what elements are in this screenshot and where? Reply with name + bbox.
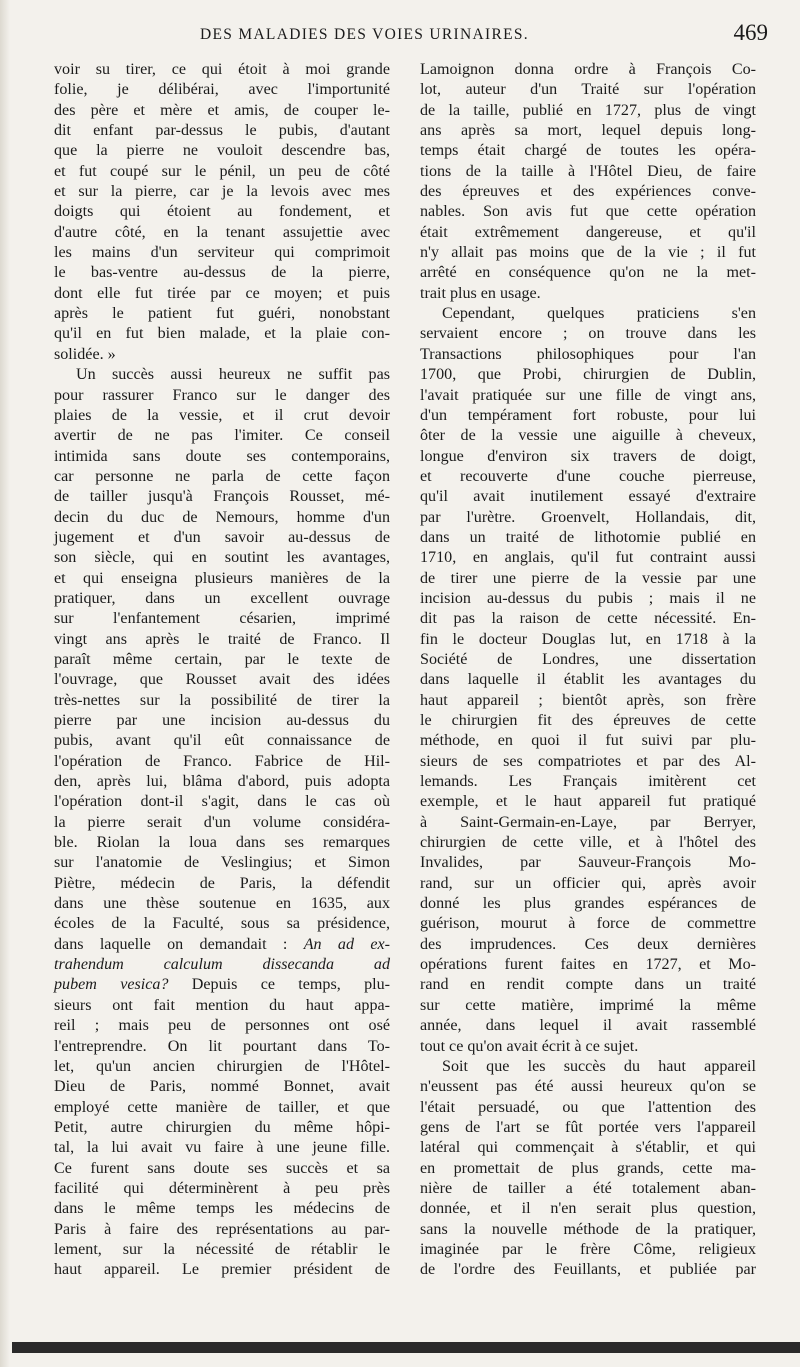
text-line: plaies de la vessie, et il crut devoir (54, 406, 390, 424)
text-line: voir su tirer, ce qui étoit à moi grande (54, 61, 390, 78)
text-line: folie, je délibérai, avec l'importunité (54, 81, 390, 99)
text-line: Ce furent sans doute ses succès et sa (54, 1159, 390, 1177)
text-line: d'autre côté, en la tenant assujettie avec (54, 223, 390, 241)
text-line: Piètre, médecin de Paris, la défendit (54, 874, 390, 892)
text-line: servaient encore ; on trouve dans les (420, 325, 756, 343)
text-line: imaginée par le frère Côme, religieux (420, 1240, 756, 1258)
text-line: l'ouvrage, que Rousset avait des idées (54, 671, 390, 689)
text-line: trait plus en usage. (420, 284, 541, 302)
text-line: l'était persuadé, ou que l'attention des (420, 1098, 756, 1116)
text-line: sur l'anatomie de Veslingius; et Simon (54, 854, 390, 872)
text-line: jugement et d'un savoir au-dessus de (54, 528, 390, 546)
text-line: dit pas la raison de cette nécessité. En- (420, 610, 756, 628)
text-line: rand en rendit compte dans un traité (420, 976, 756, 994)
paragraph (420, 60, 756, 304)
text-line: ans après sa mort, lequel depuis long- (420, 122, 756, 140)
text-line: écoles de la Faculté, sous sa présidence, (54, 915, 390, 933)
text-line: lot, auteur d'un Traité sur l'opération (420, 81, 756, 99)
text-line: sans la nouvelle méthode de la pratiquer, (420, 1220, 756, 1238)
text-line: Un succès aussi heureux ne suffit pas (76, 366, 390, 384)
text-line: guérison, mourut à force de commettre (420, 915, 756, 933)
text-line: le bas-ventre au-dessus de la pierre, (54, 264, 390, 282)
text-line: donné les plus grandes espérances de (420, 895, 756, 913)
text-line: très-nettes sur la possibilité de tirer la (54, 691, 390, 709)
text-line: doigts qui étoient au fondement, et (54, 203, 390, 221)
paragraph (54, 60, 390, 365)
page-bottom-edge (12, 1342, 800, 1353)
page-edge-shadow (0, 0, 10, 1367)
text-line: nière de tailler a été totalement aban- (420, 1179, 756, 1197)
paragraph (420, 304, 756, 1057)
text-line: après le patient fut guéri, nonobstant (54, 305, 390, 323)
text-line: latéral qui commençait à s'établir, et qui (420, 1139, 756, 1157)
text-line: Invalides, par Sauveur-François Mo- (420, 854, 756, 872)
text-line: rand, sur un officier qui, après avoir (420, 874, 756, 892)
text-line: et qui enseigna plusieurs manières de la (54, 569, 390, 587)
text-line: de tailler jusqu'à François Rousset, mé- (54, 488, 390, 506)
text-line: des père et mère et amis, de couper le- (54, 101, 390, 119)
text-line: n'eussent pas été aussi heureux qu'on se (420, 1078, 756, 1096)
text-line: l'avait pratiquée sur une fille de vingt ans, (420, 386, 756, 404)
text-line: donnée, et il n'en serait plus question, (420, 1200, 756, 1218)
text-line: Paris à faire des représentations au par- (54, 1220, 390, 1238)
text-line: lemands. Les Français imitèrent cet (420, 773, 756, 791)
text-line: sieurs ont fait mention du haut appa- (54, 996, 390, 1014)
text-line: l'entreprendre. On lit pourtant dans To- (54, 1037, 390, 1055)
text-line: vingt ans après le traité de Franco. Il (54, 630, 390, 648)
text-line: Dieu de Paris, nommé Bonnet, avait (54, 1078, 390, 1096)
text-line: incision au-dessus du pubis ; mais il ne (420, 589, 756, 607)
text-line: tout ce qu'on avait écrit à ce sujet. (420, 1037, 639, 1055)
text-line: des imprudences. Ces deux dernières (420, 935, 756, 953)
text-line: longue d'environ six travers de doigt, (420, 447, 756, 465)
text-line: méthode, en quoi il fut suivi par plu- (420, 732, 756, 750)
text-line: dans le même temps les médecins de (54, 1200, 390, 1218)
text-line: dans laquelle on demandait : An ad ex- (54, 935, 390, 953)
text-line: son siècle, qui en soutint les avantages, (54, 549, 390, 567)
text-line: les mains d'un serviteur qui comprimoit (54, 244, 390, 262)
text-line: dans laquelle il établit les avantages du (420, 671, 756, 689)
text-line: de l'ordre des Feuillants, et publiée par (420, 1261, 756, 1279)
text-line: pratiquer, dans un excellent ouvrage (54, 589, 390, 607)
text-line: nables. Son avis fut que cette opération (420, 203, 756, 221)
text-line: n'y allait pas moins que de la vie ; il fut (420, 244, 756, 262)
text-line: dit enfant par-dessus le pubis, d'autant (54, 122, 390, 140)
text-line: sur l'enfantement césarien, imprimé (54, 610, 390, 628)
text-line: car personne ne parla de cette façon (54, 467, 390, 485)
text-line: à Saint-Germain-en-Laye, par Berryer, (420, 813, 756, 831)
text-line: exemple, et le haut appareil fut pratiqué (420, 793, 756, 811)
text-line: de tirer une pierre de la vessie par une (420, 569, 756, 587)
text-line: pubis, avant qu'il eût connaissance de (54, 732, 390, 750)
text-line: lement, sur la nécessité de rétablir le (54, 1240, 390, 1258)
text-line: 1710, en anglais, qu'il fut contraint aussi (420, 549, 756, 567)
text-line: en promettait de plus grands, cette ma- (420, 1159, 756, 1177)
text-line: employé cette manière de tailler, et que (54, 1098, 390, 1116)
text-line: ble. Riolan la loua dans ses remarques (54, 834, 390, 852)
text-line: paraît même certain, par le texte de (54, 650, 390, 668)
text-line: tal, la lui avait vu faire à une jeune fille. (54, 1139, 390, 1157)
text-line: la pierre serait d'un volume considéra- (54, 813, 390, 831)
text-line: pubem vesica? Depuis ce temps, plu- (54, 976, 390, 994)
text-line: intimida sans doute ses contemporains, (54, 447, 390, 465)
text-line: d'un tempérament fort robuste, pour lui (420, 406, 756, 424)
text-line: arrêté en conséquence qu'on ne la met- (420, 264, 756, 282)
text-line: année, dans lequel il avait rassemblé (420, 1017, 756, 1035)
left-text-column (54, 60, 390, 1281)
text-line: Soit que les succès du haut appareil (442, 1057, 756, 1075)
text-line: Transactions philosophiques pour l'an (420, 345, 756, 363)
text-line: par l'urètre. Groenvelt, Hollandais, dit, (420, 508, 756, 526)
text-line: et sur la pierre, car je la levois avec mes (54, 183, 390, 201)
text-line: haut appareil. Le premier président de (54, 1261, 390, 1279)
paragraph (54, 365, 390, 1280)
running-title: DES MALADIES DES VOIES URINAIRES. (200, 26, 529, 43)
text-line: trahendum calculum dissecanda ad (54, 956, 390, 974)
text-line: sur cette matière, imprimé la même (420, 996, 756, 1014)
right-text-column (420, 60, 756, 1281)
text-line: avertir de ne pas l'imiter. Ce conseil (54, 427, 390, 445)
text-line: 1700, que Probi, chirurgien de Dublin, (420, 366, 756, 384)
text-line: pour rassurer Franco sur le danger des (54, 386, 390, 404)
text-line: Société de Londres, une dissertation (420, 650, 756, 668)
text-line: de la taille, publié en 1727, plus de vingt (420, 101, 756, 119)
text-line: qu'il en fut bien malade, et la plaie con- (54, 325, 390, 343)
text-line: reil ; mais peu de personnes ont osé (54, 1017, 390, 1035)
text-line: pierre par une incision au-dessus du (54, 712, 390, 729)
text-line: let, qu'un ancien chirurgien de l'Hôtel- (54, 1057, 390, 1075)
text-line: dans une thèse soutenue en 1635, aux (54, 895, 390, 913)
text-line: et recouverte d'une couche pierreuse, (420, 467, 756, 485)
text-line: ôter de la vessie une aiguille à cheveux, (420, 427, 756, 445)
text-line: le chirurgien fit des épreuves de cette (420, 712, 756, 729)
text-line: qu'il avait inutilement essayé d'extraire (420, 488, 756, 506)
text-line: dont elle fut tirée par ce moyen; et puis (54, 284, 390, 302)
text-line: l'opération dont-il s'agit, dans le cas où (54, 793, 390, 811)
text-line: dans un traité de lithotomie publié en (420, 528, 756, 546)
page-header (52, 22, 768, 52)
text-line: den, après lui, blâma d'abord, puis adopta (54, 773, 390, 791)
text-line: facilité qui déterminèrent à peu près (54, 1179, 390, 1197)
paragraph (420, 1057, 756, 1281)
text-line: Lamoignon donna ordre à François Co- (420, 61, 756, 78)
page-number: 469 (733, 20, 768, 45)
text-line: sieurs de ses compatriotes et par des Al- (420, 752, 756, 770)
text-line: et fut coupé sur le pénil, un peu de côté (54, 162, 390, 180)
text-line: haut appareil ; bientôt après, son frère (420, 691, 756, 709)
text-line: que la pierre ne vouloit descendre bas, (54, 142, 390, 160)
text-line: chirurgien de cette ville, et à l'hôtel des (420, 834, 756, 852)
text-line: decin du duc de Nemours, homme d'un (54, 508, 390, 526)
text-line: Cependant, quelques praticiens s'en (442, 305, 756, 323)
text-line: des épreuves et des expériences conve- (420, 183, 756, 201)
text-line: temps était chargé de toutes les opéra- (420, 142, 756, 160)
text-line: tions de la taille à l'Hôtel Dieu, de faire (420, 162, 756, 180)
text-line: opérations furent faites en 1727, et Mo- (420, 956, 756, 974)
text-line: fin le docteur Douglas lut, en 1718 à la (420, 630, 756, 648)
text-line: solidée. » (54, 345, 116, 363)
text-line: Petit, autre chirurgien du même hôpi- (54, 1118, 390, 1136)
text-line: l'opération de Franco. Fabrice de Hil- (54, 752, 390, 770)
text-line: gens de l'art se fût portée vers l'appareil (420, 1118, 756, 1136)
text-line: était extrêmement dangereuse, et qu'il (420, 223, 756, 241)
